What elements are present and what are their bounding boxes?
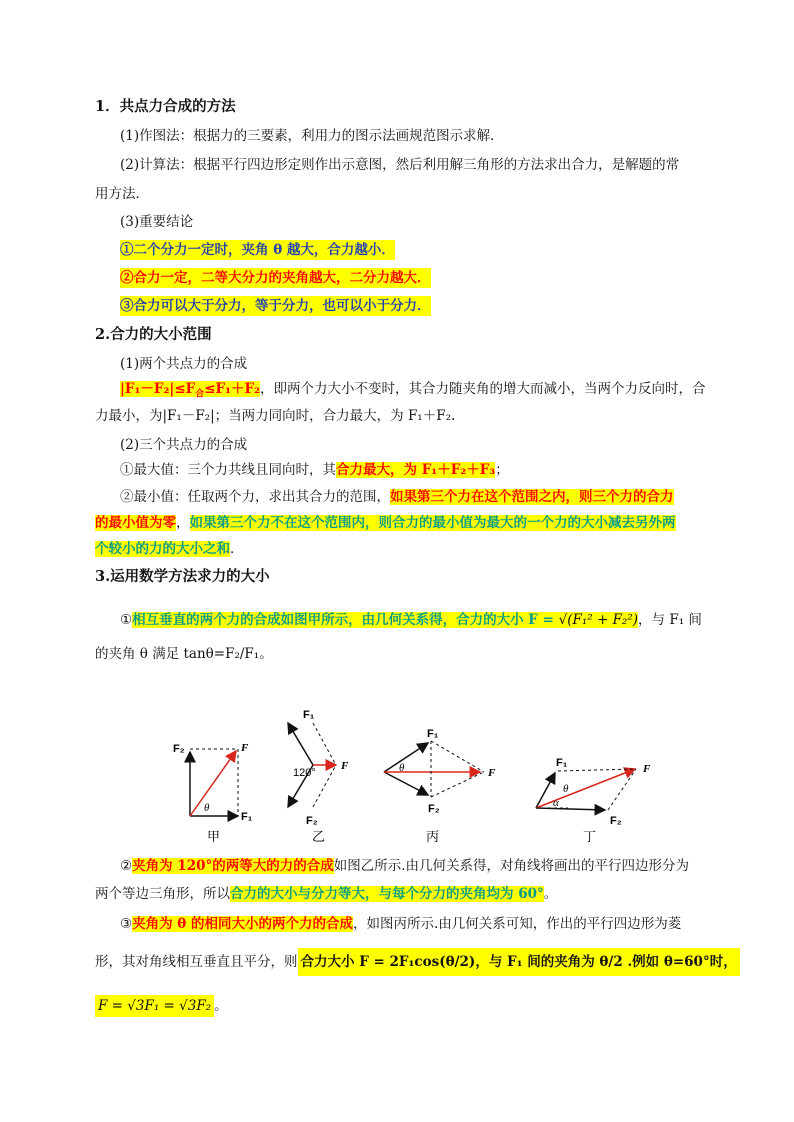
bing-F1-label: F₁ — [427, 728, 439, 740]
s2-paragraph-1: (1)两个共点力的合成 — [120, 356, 248, 372]
ding-F1-label: F₁ — [556, 757, 568, 769]
p3-highlight: 夹角为 θ 的相同大小的两个力的合成 — [132, 916, 354, 932]
p2-rest: 如图乙所示.由几何关系得，对角线将画出的平行四边形分为 — [333, 858, 690, 874]
figure-bing-label: 丙 — [426, 830, 440, 845]
p2-line2-end: 。 — [543, 886, 558, 902]
figure-bing — [384, 728, 496, 845]
ding-F-label: F — [643, 763, 651, 775]
yi-F2-label: F₂ — [306, 815, 318, 827]
p2-marker: ② — [120, 858, 133, 874]
min-red-2: 的最小值为零 — [95, 515, 176, 531]
s3-paragraph-3-line3 — [95, 996, 228, 1016]
p1-marker: ① — [120, 612, 133, 628]
s3-paragraph-3 — [120, 914, 681, 934]
min-red-1: 如果第三个力在这个范围之内，则三个力的合力 — [390, 489, 674, 505]
section-3-title: 3.运用数学方法求力的大小 — [95, 568, 270, 585]
min-mid: ， — [176, 515, 190, 531]
conclusion-1: ①二个分力一定时，夹角 θ 越大，合力越小． — [120, 242, 395, 258]
s2-paragraph-2: (2)三个共点力的合成 — [120, 437, 248, 453]
ding-theta-label: θ — [563, 783, 569, 795]
p1-formula: √(F₁² + F₂²) — [558, 612, 639, 628]
bing-F-label: F — [488, 767, 496, 779]
figure-jia — [173, 742, 253, 845]
p2-highlight: 夹角为 120°的两等大的力的合成 — [132, 858, 334, 874]
s3-paragraph-2 — [120, 856, 689, 876]
bing-F2-label: F₂ — [428, 803, 440, 815]
min-end: ． — [230, 541, 244, 557]
max-lead: ①最大值：三个力共线且同向时，其 — [120, 462, 336, 478]
max-end: ； — [495, 462, 509, 478]
figure-yi — [288, 709, 349, 845]
s3-paragraph-1-line2: 的夹角 θ 满足 tanθ=F₂/F₁。 — [95, 646, 273, 662]
conclusion-3: ③合力可以大于分力，等于分力，也可以小于分力． — [120, 298, 431, 314]
range-rest: ，即两个力大小不变时，其合力随夹角的增大而减小，当两个力反向时，合 — [260, 381, 706, 397]
range-sub: 合 — [195, 389, 205, 400]
p3-line2-highlight: 合力大小 F = 2F₁cos(θ/2)，与 F₁ 间的夹角为 θ/2 .例如 θ=60°时， — [298, 948, 740, 976]
p3-marker: ③ — [120, 916, 133, 932]
p2-line2-highlight: 合力的大小与分力等大，与每个分力的夹角均为 60° — [230, 886, 544, 902]
s1-paragraph-2a: (2)计算法：根据平行四边形定则作出示意图，然后利用解三角形的方法求出合力，是解题的常 — [120, 157, 680, 173]
min-green-1: 如果第三个力不在这个范围内，则合力的最小值为最大的一个力的大小减去另外两 — [189, 515, 676, 531]
ding-F2-label: F₂ — [610, 815, 622, 827]
min-green-2: 个较小的力的大小之和 — [95, 541, 230, 557]
p1-end: ，与 F₁ 间 — [638, 612, 702, 628]
jia-F1-label: F₁ — [241, 811, 253, 823]
range-left: |F₁－F₂|≤F — [120, 381, 196, 397]
yi-angle-label: 120° — [293, 767, 316, 779]
section-2-title: 2.合力的大小范围 — [95, 326, 212, 343]
s1-paragraph-3: (3)重要结论 — [120, 214, 194, 230]
bing-theta-label: θ — [399, 762, 405, 774]
p3-rest: ，如图丙所示.由几何关系可知，作出的平行四边形为菱 — [353, 916, 682, 932]
yi-F-label: F — [341, 760, 349, 772]
yi-F1-label: F₁ — [303, 709, 315, 721]
s3-paragraph-3-line2 — [95, 952, 740, 972]
jia-F-label: F — [241, 742, 249, 754]
section-1-title: 1．共点力合成的方法 — [95, 98, 236, 115]
figure-jia-label: 甲 — [207, 830, 221, 845]
jia-F2-label: F₂ — [173, 743, 185, 755]
min-lead: ②最小值：任取两个力，求出其合力的范围， — [120, 489, 390, 505]
max-highlight: 合力最大，为 F₁＋F₂＋F₃ — [336, 462, 496, 478]
figure-ding — [536, 757, 651, 845]
ding-alpha-label: α — [553, 797, 559, 809]
figure-yi-label: 乙 — [312, 830, 326, 845]
conclusion-2: ②合力一定，二等大分力的夹角越大，二分力越大． — [120, 270, 431, 286]
p3-line2-lead: 形，其对角线相互垂直且平分，则 — [95, 954, 298, 970]
s1-paragraph-1: (1)作图法：根据力的三要素，利用力的图示法画规范图示求解． — [120, 128, 504, 144]
p1-highlight: 相互垂直的两个力的合成如图甲所示，由几何关系得，合力的大小 F = — [132, 612, 559, 628]
s2-range-line-2: 力最小，为|F₁－F₂|；当两力同向时，合力最大，为 F₁＋F₂. — [95, 408, 456, 424]
s3-paragraph-2-line2 — [95, 884, 557, 904]
p3-line3-formula: F = √3F₁ = √3F₂ — [95, 995, 214, 1017]
jia-theta-label: θ — [204, 802, 210, 814]
range-right: ≤F₁＋F₂ — [204, 381, 261, 397]
figure-ding-label: 丁 — [583, 830, 597, 845]
p3-line3-end: 。 — [214, 998, 228, 1014]
s1-paragraph-2b: 用方法． — [95, 186, 149, 202]
p2-line2-lead: 两个等边三角形，所以 — [95, 886, 230, 902]
